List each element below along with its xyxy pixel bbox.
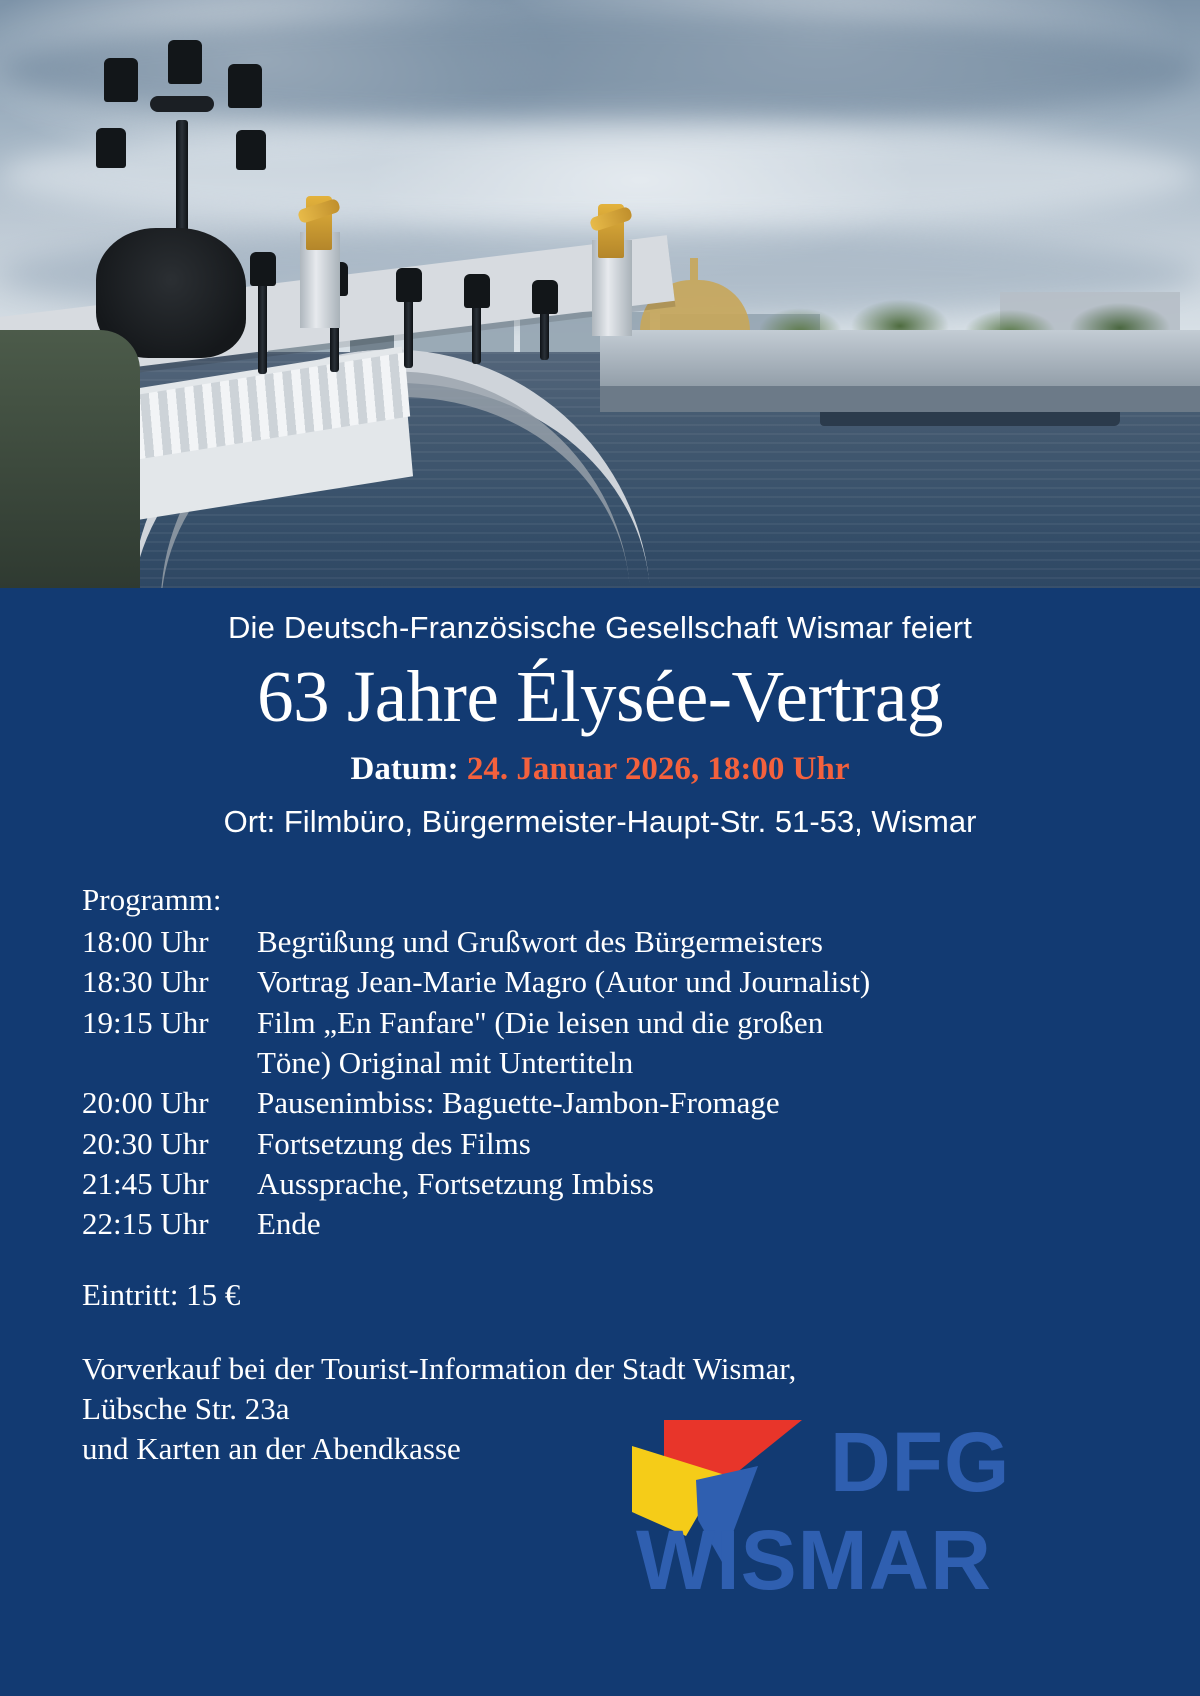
programme-description: Vortrag Jean-Marie Magro (Autor und Journalist)	[257, 964, 871, 1000]
programme-heading: Programm:	[82, 881, 222, 917]
poster-content	[0, 588, 1200, 1696]
ornate-lamp-head	[168, 40, 202, 84]
programme-row	[82, 922, 1200, 962]
programme-row	[82, 1003, 1200, 1043]
date-label: Datum:	[350, 750, 459, 787]
dfg-wismar-logo	[618, 1414, 1178, 1644]
embankment	[600, 386, 1200, 412]
logo-line-dfg: DFG	[830, 1415, 1011, 1509]
presale-line-3: und Karten an der Abendkasse	[82, 1431, 461, 1467]
programme-row	[82, 1164, 1200, 1204]
date-line	[0, 751, 1200, 788]
bridge-lamp-head	[464, 274, 490, 308]
ornate-lamp-head	[236, 130, 266, 170]
programme-description: Begrüßung und Grußwort des Bürgermeisters	[257, 924, 823, 960]
presale-line-2: Lübsche Str. 23a	[82, 1391, 290, 1427]
programme-row	[82, 1083, 1200, 1123]
bridge-lamp-head	[396, 268, 422, 302]
logo-wordmark	[618, 1414, 1178, 1644]
venue-line: Ort: Filmbüro, Bürgermeister-Haupt-Str. 51-53, Wismar	[223, 803, 977, 839]
programme-description: Aussprache, Fortsetzung Imbiss	[257, 1165, 654, 1201]
kicker-line: Die Deutsch-Französische Gesellschaft Wismar feiert	[227, 610, 973, 645]
programme-description: Pausenimbiss: Baguette-Jambon-Fromage	[257, 1085, 780, 1121]
bridge-lamp-head	[532, 280, 558, 314]
golden-statue	[306, 196, 332, 250]
foreground-greenery	[0, 330, 140, 588]
programme-row	[82, 962, 1200, 1002]
ornate-lamp-head	[96, 128, 126, 168]
programme-time: 20:00 Uhr	[82, 1085, 209, 1121]
programme-description: Fortsetzung des Films	[257, 1125, 531, 1161]
golden-statue	[598, 204, 624, 258]
ornate-lamp-head	[228, 64, 262, 108]
programme-row	[82, 1124, 1200, 1164]
programme-time: 18:00 Uhr	[82, 924, 209, 960]
programme-description: Film „En Fanfare" (Die leisen und die großen	[257, 1004, 824, 1040]
page-title: 63 Jahre Élysée-Vertrag	[257, 656, 943, 737]
logo-line-wismar: WISMAR	[636, 1513, 992, 1607]
programme-time: 20:30 Uhr	[82, 1125, 209, 1161]
programme-time: 19:15 Uhr	[82, 1004, 209, 1040]
programme-description-continued: Töne) Original mit Untertiteln	[257, 1045, 634, 1081]
programme-time: 21:45 Uhr	[82, 1165, 209, 1201]
bridge-lamp-head	[250, 252, 276, 286]
header-photo	[0, 0, 1200, 588]
ornate-lamp-head	[104, 58, 138, 102]
programme-block	[82, 880, 1200, 1470]
presale-line-1: Vorverkauf bei der Tourist-Information der Stadt Wismar,	[82, 1350, 797, 1386]
date-value: 24. Januar 2026, 18:00 Uhr	[466, 750, 850, 787]
programme-row	[82, 1204, 1200, 1244]
admission-price: Eintritt: 15 €	[82, 1276, 241, 1312]
programme-time: 22:15 Uhr	[82, 1206, 209, 1242]
programme-row-continuation	[82, 1043, 1200, 1083]
programme-description: Ende	[257, 1206, 321, 1242]
ornate-lamp-crossbar	[150, 96, 214, 112]
bridge-lamp	[258, 278, 267, 374]
quay	[600, 330, 1200, 392]
programme-time: 18:30 Uhr	[82, 964, 209, 1000]
